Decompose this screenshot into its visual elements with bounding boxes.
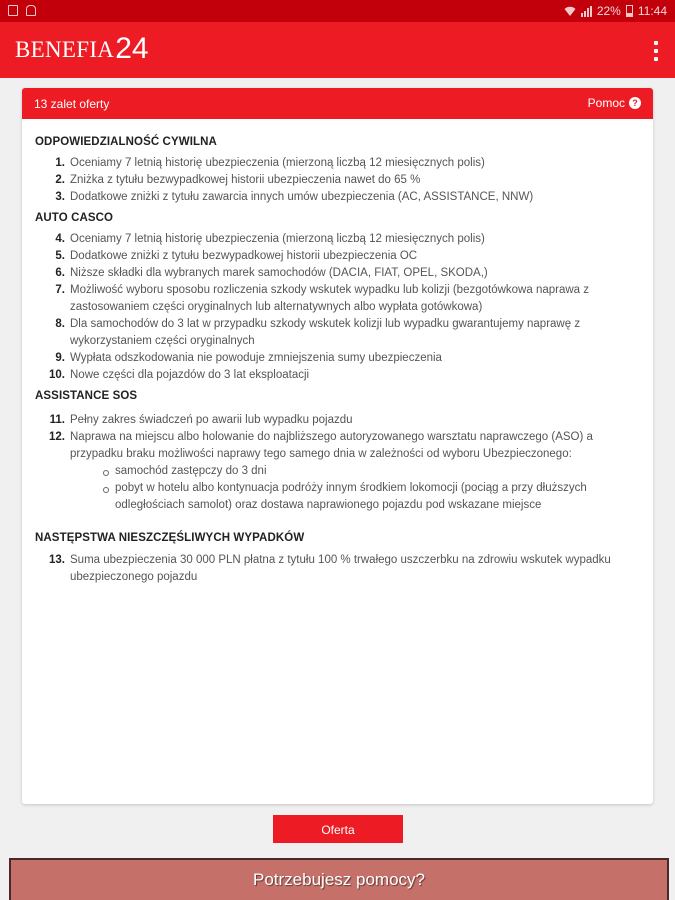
need-help-bar[interactable]: Potrzebujesz pomocy? — [9, 858, 669, 900]
section-title-oc: ODPOWIEDZIALNOŚĆ CYWILNA — [35, 136, 217, 148]
item-number: 13. — [49, 554, 65, 566]
item-text: Oceniamy 7 letnią historię ubezpieczenia (mierzoną liczbą 12 miesięcznych polis) — [70, 233, 485, 245]
item-text: Niższe składki dla wybranych marek samochodów (DACIA, FIAT, OPEL, SKODA,) — [70, 267, 488, 279]
sub-list-item: pobyt w hotelu albo kontynuacja podróży innym środkiem lokomocji (pociąg a przy dłuższych odległościach samolot) oraz dostawa naprawionego pojazdu pod wskazane miejsce — [103, 480, 640, 514]
help-label: Pomoc — [587, 96, 625, 110]
item-number: 9. — [55, 352, 65, 364]
item-number: 11. — [49, 414, 65, 426]
item-text: Dodatkowe zniżki z tytułu zawarcia innych umów ubezpieczenia (AC, ASSISTANCE, NNW) — [70, 191, 534, 203]
item-number: 4. — [55, 233, 65, 245]
sub-list — [70, 463, 640, 514]
status-bar — [0, 0, 675, 22]
item-text: Suma ubezpieczenia 30 000 PLN płatna z tytułu 100 % trwałego uszczerbku na zdrowiu wskutek wypadku ubezpieczonego pojazdu — [70, 554, 611, 583]
list-oc — [35, 155, 640, 206]
notification-icons — [8, 5, 36, 16]
section-title-nnw: NASTĘPSTWA NIESZCZĘŚLIWYCH WYPADKÓW — [35, 532, 305, 544]
item-text: Pełny zakres świadczeń po awarii lub wypadku pojazdu — [70, 414, 353, 426]
item-text: Dla samochodów do 3 lat w przypadku szkody wskutek kolizji lub wypadku gwarantujemy naprawę z wykorzystaniem części oryginalnych — [70, 318, 581, 347]
item-number: 2. — [55, 174, 65, 186]
gallery-notification-icon — [8, 5, 18, 16]
item-text: Nowe części dla pojazdów do 3 lat eksploatacji — [70, 369, 310, 381]
help-button[interactable] — [588, 96, 641, 110]
list-item — [35, 248, 640, 265]
item-number: 5. — [55, 250, 65, 262]
item-number: 8. — [55, 318, 65, 330]
list-nnw — [35, 552, 640, 586]
list-item — [35, 316, 640, 350]
list-item — [35, 172, 640, 189]
item-text: Naprawa na miejscu albo holowanie do najbliższego autoryzowanego warsztatu naprawczego (ASO) a przypadku braku możliwości naprawy tego samego dnia w zależności od wyboru Ubezpieczonego: — [70, 431, 593, 460]
section-title-ac: AUTO CASCO — [35, 212, 114, 224]
item-number: 1. — [55, 157, 65, 169]
card-title: 13 zalet oferty — [34, 97, 110, 111]
item-number: 12. — [49, 431, 65, 443]
benefits-content — [35, 136, 640, 586]
list-ac — [35, 231, 640, 384]
list-item — [35, 367, 640, 384]
list-item — [35, 429, 640, 514]
item-number: 3. — [55, 191, 65, 203]
battery-percent: 22% — [596, 4, 621, 18]
sub-list-item: samochód zastępczy do 3 dni — [103, 463, 640, 480]
battery-icon — [626, 5, 633, 17]
list-item — [35, 265, 640, 282]
app-bar — [0, 22, 675, 78]
list-item — [35, 231, 640, 248]
item-text: Dodatkowe zniżki z tytułu bezwypadkowej historii ubezpieczenia OC — [70, 250, 418, 262]
list-item — [35, 189, 640, 206]
wifi-icon — [564, 5, 576, 17]
overflow-menu-icon[interactable] — [651, 41, 661, 61]
section-title-assistance: ASSISTANCE SOS — [35, 390, 138, 402]
logo-number: 24 — [115, 32, 149, 65]
offer-button[interactable]: Oferta — [273, 815, 403, 843]
item-number: 10. — [49, 369, 65, 381]
item-text: Zniżka z tytułu bezwypadkowej historii ubezpieczenia nawet do 65 % — [70, 174, 421, 186]
headset-notification-icon — [26, 5, 36, 16]
item-number: 7. — [55, 284, 65, 296]
clock: 11:44 — [637, 4, 667, 18]
list-item — [35, 155, 640, 172]
signal-icon — [581, 6, 592, 17]
item-text: Możliwość wyboru sposobu rozliczenia szkody wskutek wypadku lub kolizji (bezgotówkowa naprawa z zastosowaniem części oryginalnych lub alternatywnych albo wypłata gotówkowa) — [70, 284, 590, 313]
item-text: Wypłata odszkodowania nie powoduje zmniejszenia sumy ubezpieczenia — [70, 352, 442, 364]
list-item — [35, 350, 640, 367]
list-item — [35, 282, 640, 316]
card-header — [22, 88, 653, 119]
item-number: 6. — [55, 267, 65, 279]
list-assistance — [35, 412, 640, 514]
list-item — [35, 552, 640, 586]
offer-benefits-card — [22, 88, 653, 804]
item-text: Oceniamy 7 letnią historię ubezpieczenia (mierzoną liczbą 12 miesięcznych polis) — [70, 157, 485, 169]
help-circle-icon: ? — [629, 97, 641, 109]
system-status — [564, 4, 667, 18]
logo-text: BENEFIA — [15, 37, 115, 62]
list-item — [35, 412, 640, 429]
app-logo[interactable] — [15, 34, 149, 64]
